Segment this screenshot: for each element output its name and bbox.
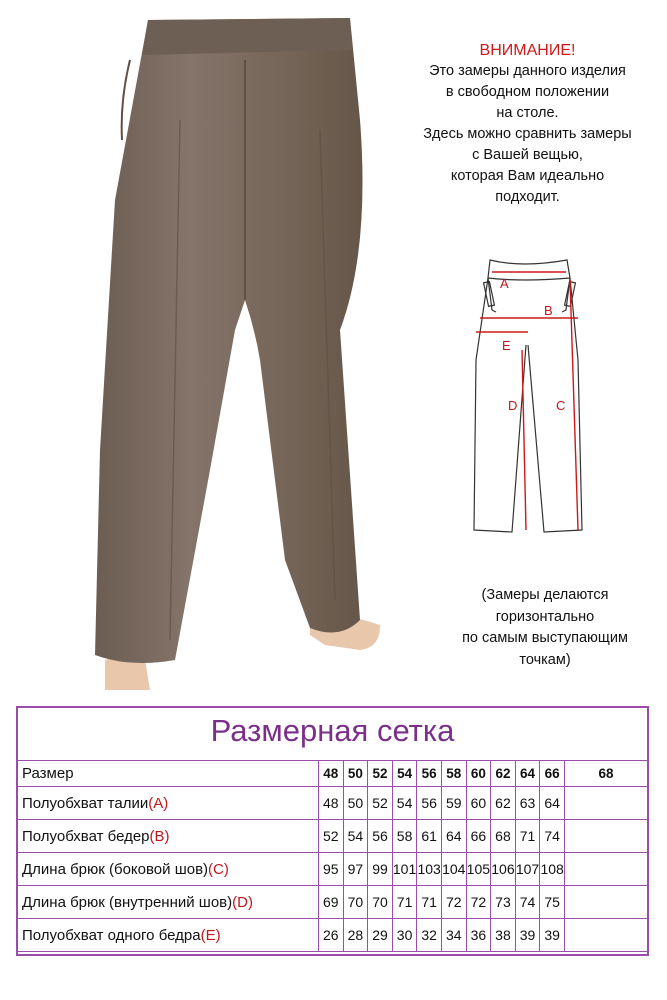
size-header: 68 (565, 761, 647, 787)
size-grid (18, 761, 647, 952)
table-cell: 56 (368, 820, 393, 853)
row-label-text: Полуобхват талии (22, 794, 149, 812)
row-marker: (E) (200, 926, 221, 944)
table-cell: 32 (417, 919, 442, 952)
row-marker: (C) (208, 860, 229, 878)
table-cell: 59 (442, 787, 467, 820)
table-cell: 71 (393, 886, 418, 919)
notice-line: Здесь можно сравнить замеры (423, 126, 632, 142)
row-label (18, 853, 319, 886)
table-cell: 63 (516, 787, 541, 820)
table-cell: 70 (344, 886, 369, 919)
measurement-diagram (462, 250, 597, 545)
table-cell: 48 (319, 787, 344, 820)
table-title: Размерная сетка (18, 708, 647, 761)
row-label-text: Полуобхват бедер (22, 827, 150, 845)
trousers-photo (60, 0, 420, 690)
row-label-text: Полуобхват одного бедра (22, 926, 201, 944)
row-label (18, 787, 319, 820)
table-cell: 108 (540, 853, 565, 886)
table-cell: 95 (319, 853, 344, 886)
table-cell: 68 (491, 820, 516, 853)
table-cell: 99 (368, 853, 393, 886)
table-cell: 64 (540, 787, 565, 820)
table-cell: 38 (491, 919, 516, 952)
table-cell: 97 (344, 853, 369, 886)
table-cell: 72 (467, 886, 492, 919)
row-label (18, 919, 319, 952)
row-label-text: Длина брюк (боковой шов) (22, 860, 209, 878)
table-cell: 105 (467, 853, 492, 886)
table-cell: 36 (467, 919, 492, 952)
table-cell: 50 (344, 787, 369, 820)
size-header: 54 (393, 761, 418, 787)
table-cell: 75 (540, 886, 565, 919)
note-line: (Замеры делаются (481, 587, 609, 603)
table-cell: 28 (344, 919, 369, 952)
table-cell (565, 820, 647, 853)
label-e: E (502, 338, 511, 353)
table-cell: 64 (442, 820, 467, 853)
size-table (16, 706, 649, 956)
table-cell: 74 (516, 886, 541, 919)
size-header: 62 (491, 761, 516, 787)
label-c: C (556, 398, 566, 413)
table-cell: 52 (319, 820, 344, 853)
row-marker: (A) (148, 794, 169, 812)
note-line: горизонтально (495, 608, 595, 625)
table-cell: 69 (319, 886, 344, 919)
note-line: по самым выступающим (462, 630, 628, 646)
table-cell: 54 (344, 820, 369, 853)
notice-line: на столе. (496, 105, 559, 121)
table-cell (565, 919, 647, 952)
table-cell (565, 886, 647, 919)
measurement-note (415, 585, 667, 671)
table-cell: 39 (516, 919, 541, 952)
notice-line: Это замеры данного изделия (429, 63, 626, 79)
table-cell: 61 (417, 820, 442, 853)
table-cell: 104 (442, 853, 467, 886)
size-header: 64 (516, 761, 541, 787)
label-d: D (508, 398, 518, 413)
table-cell: 62 (491, 787, 516, 820)
notice-text (395, 40, 660, 208)
label-b: B (544, 303, 553, 318)
table-cell: 39 (540, 919, 565, 952)
row-label-text: Длина брюк (внутренний шов) (22, 893, 233, 911)
table-cell: 71 (516, 820, 541, 853)
notice-line: подходит. (495, 189, 560, 205)
table-cell: 60 (467, 787, 492, 820)
table-cell: 106 (491, 853, 516, 886)
size-header: 66 (540, 761, 565, 787)
row-label (18, 886, 319, 919)
row-label (18, 820, 319, 853)
trousers (95, 18, 363, 663)
table-cell (565, 853, 647, 886)
table-cell (565, 787, 647, 820)
waistband (142, 18, 352, 55)
table-cell: 56 (417, 787, 442, 820)
table-cell: 26 (319, 919, 344, 952)
table-cell: 52 (368, 787, 393, 820)
table-cell: 74 (540, 820, 565, 853)
table-cell: 73 (491, 886, 516, 919)
table-cell: 58 (393, 820, 418, 853)
table-cell: 71 (417, 886, 442, 919)
size-header: 52 (368, 761, 393, 787)
size-header: 48 (319, 761, 344, 787)
notice-line: в свободном положении (445, 84, 610, 100)
table-cell: 70 (368, 886, 393, 919)
table-cell: 103 (417, 853, 442, 886)
table-cell: 54 (393, 787, 418, 820)
size-header: 60 (467, 761, 492, 787)
table-cell: 34 (442, 919, 467, 952)
table-cell: 66 (467, 820, 492, 853)
row-marker: (B) (149, 827, 170, 845)
table-cell: 101 (393, 853, 418, 886)
table-cell: 29 (368, 919, 393, 952)
notice-line: которая Вам идеально (450, 168, 605, 184)
label-a: A (500, 276, 509, 291)
size-header: 58 (442, 761, 467, 787)
note-line: точкам) (519, 651, 571, 668)
size-header: 56 (417, 761, 442, 787)
table-cell: 107 (516, 853, 541, 886)
notice-line: с Вашей вещью, (472, 147, 583, 163)
size-header: 50 (344, 761, 369, 787)
row-marker: (D) (232, 893, 253, 911)
table-cell: 30 (393, 919, 418, 952)
header-label: Размер (18, 761, 319, 787)
notice-title: ВНИМАНИЕ! (479, 42, 576, 59)
table-cell: 72 (442, 886, 467, 919)
